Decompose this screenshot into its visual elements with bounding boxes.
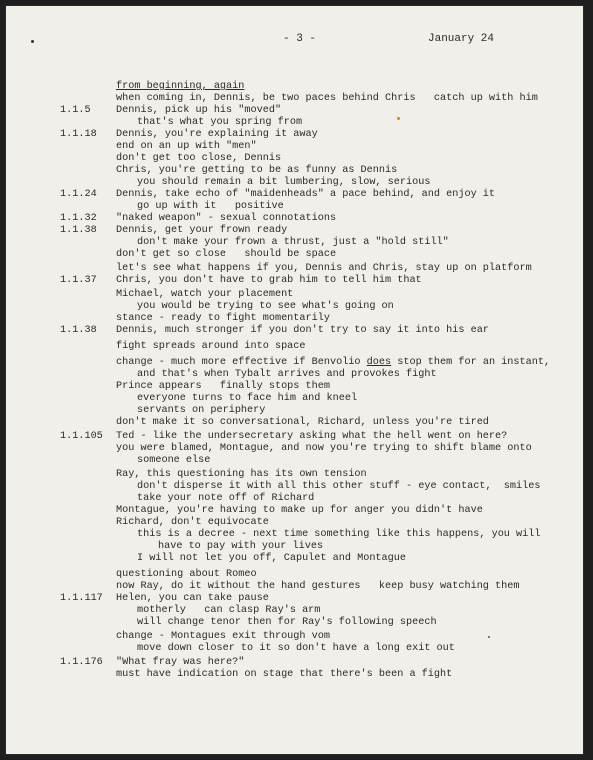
note-text: you should remain a bit lumbering, slow, serious (137, 177, 431, 188)
note-text: and that's when Tybalt arrives and provokes fight (137, 369, 437, 380)
note-text: you were blamed, Montague, and now you're trying to shift blame onto (116, 443, 532, 454)
note-line (6, 289, 583, 301)
scene-reference: 1.1.105 (60, 431, 103, 442)
note-text: Chris, you don't have to grab him to tell him that (116, 275, 422, 286)
note-text: move down closer to it so don't have a long exit out (137, 643, 455, 654)
note-line (6, 81, 583, 93)
note-text: when coming in, Dennis, be two paces behind Chris catch up with him (116, 93, 538, 104)
note-line (6, 325, 583, 337)
note-line (6, 189, 583, 201)
note-text: Dennis, take echo of "maidenheads" a pace behind, and enjoy it (116, 189, 496, 200)
note-text: take your note off of Richard (137, 493, 315, 504)
note-line (6, 529, 583, 541)
note-line (6, 417, 583, 429)
note-line (6, 553, 583, 565)
note-text: servants on periphery (137, 405, 266, 416)
note-line (6, 617, 583, 629)
note-line (6, 669, 583, 681)
note-text: change - Montagues exit through vom (116, 631, 330, 642)
scene-reference: 1.1.18 (60, 129, 97, 140)
note-text: "What fray was here?" (116, 657, 245, 668)
note-line (6, 357, 583, 369)
page-date: January 24 (428, 33, 495, 45)
note-line (6, 201, 583, 213)
note-text: Ray, this questioning has its own tension (116, 469, 367, 480)
note-line (6, 177, 583, 189)
note-line (6, 129, 583, 141)
note-text: Dennis, get your frown ready (116, 225, 288, 236)
scene-reference: 1.1.38 (60, 225, 97, 236)
note-line (6, 541, 583, 553)
ink-speck (488, 636, 490, 638)
note-text: have to pay with your lives (158, 541, 324, 552)
note-line (6, 455, 583, 467)
note-line (6, 593, 583, 605)
note-text: Richard, don't equivocate (116, 517, 269, 528)
note-line (6, 431, 583, 443)
note-text: don't get too close, Dennis (116, 153, 282, 164)
note-line (6, 117, 583, 129)
note-text: Dennis, pick up his "moved" (116, 105, 282, 116)
ink-speck (31, 40, 34, 43)
note-text: will change tenor then for Ray's following speech (137, 617, 437, 628)
note-text: fight spreads around into space (116, 341, 306, 352)
note-line (6, 657, 583, 669)
note-text: from beginning, again (116, 81, 245, 92)
note-line (6, 105, 583, 117)
note-line (6, 225, 583, 237)
note-text: end on an up with "men" (116, 141, 257, 152)
note-line (6, 605, 583, 617)
note-line (6, 237, 583, 249)
note-text: go up with it positive (137, 201, 284, 212)
scene-reference: 1.1.38 (60, 325, 97, 336)
note-text: I will not let you off, Capulet and Montague (137, 553, 406, 564)
note-line (6, 165, 583, 177)
note-line (6, 393, 583, 405)
note-line (6, 141, 583, 153)
note-line (6, 481, 583, 493)
note-line (6, 581, 583, 593)
note-line (6, 153, 583, 165)
note-line (6, 469, 583, 481)
scene-reference: 1.1.37 (60, 275, 97, 286)
note-line (6, 405, 583, 417)
note-text: Chris, you're getting to be as funny as Dennis (116, 165, 398, 176)
note-text: Ted - like the undersecretary asking what the hell went on here? (116, 431, 508, 442)
note-text: don't get so close should be space (116, 249, 337, 260)
note-text: don't disperse it with all this other stuff - eye contact, smiles (137, 481, 541, 492)
page-number: - 3 - (283, 33, 317, 45)
note-text: must have indication on stage that there's been a fight (116, 669, 453, 680)
note-text-part: change - much more effective if Benvolio (116, 357, 367, 368)
note-line (6, 505, 583, 517)
note-line (6, 493, 583, 505)
typed-page (6, 6, 583, 754)
note-text: Dennis, much stronger if you don't try to say it into his ear (116, 325, 489, 336)
note-text: "naked weapon" - sexual connotations (116, 213, 337, 224)
note-text: Montague, you're having to make up for anger you didn't have (116, 505, 483, 516)
note-text: this is a decree - next time something like this happens, you will (137, 529, 541, 540)
note-text: Prince appears finally stops them (116, 381, 330, 392)
note-text: that's what you spring from (137, 117, 303, 128)
note-line (6, 275, 583, 287)
note-text: don't make your frown a thrust, just a "hold still" (137, 237, 449, 248)
note-text-part: stop them for an instant, (391, 357, 551, 368)
note-line (6, 569, 583, 581)
scene-reference: 1.1.24 (60, 189, 97, 200)
note-line (6, 93, 583, 105)
note-line (6, 443, 583, 455)
note-text: now Ray, do it without the hand gestures keep busy watching them (116, 581, 520, 592)
scene-reference: 1.1.176 (60, 657, 103, 668)
note-line (6, 369, 583, 381)
note-text: Helen, you can take pause (116, 593, 269, 604)
note-line (6, 213, 583, 225)
note-text: someone else (137, 455, 211, 466)
note-text: you would be trying to see what's going on (137, 301, 394, 312)
note-line (6, 631, 583, 643)
note-line (6, 301, 583, 313)
note-line (6, 643, 583, 655)
note-text: let's see what happens if you, Dennis and Chris, stay up on platform (116, 263, 532, 274)
ink-speck (397, 117, 400, 120)
underlined-word: does (366, 357, 392, 368)
note-line (6, 341, 583, 353)
note-text: motherly can clasp Ray's arm (137, 605, 321, 616)
scene-reference: 1.1.32 (60, 213, 97, 224)
scene-reference: 1.1.5 (60, 105, 91, 116)
note-text: questioning about Romeo (116, 569, 257, 580)
note-text: everyone turns to face him and kneel (137, 393, 358, 404)
note-text: Michael, watch your placement (116, 289, 294, 300)
note-line (6, 381, 583, 393)
note-line (6, 263, 583, 275)
note-line (6, 249, 583, 261)
note-text: stance - ready to fight momentarily (116, 313, 330, 324)
note-line (6, 517, 583, 529)
note-text: Dennis, you're explaining it away (116, 129, 318, 140)
note-line (6, 313, 583, 325)
note-text (116, 357, 550, 369)
note-text: don't make it so conversational, Richard, unless you're tired (116, 417, 489, 428)
scene-reference: 1.1.117 (60, 593, 103, 604)
